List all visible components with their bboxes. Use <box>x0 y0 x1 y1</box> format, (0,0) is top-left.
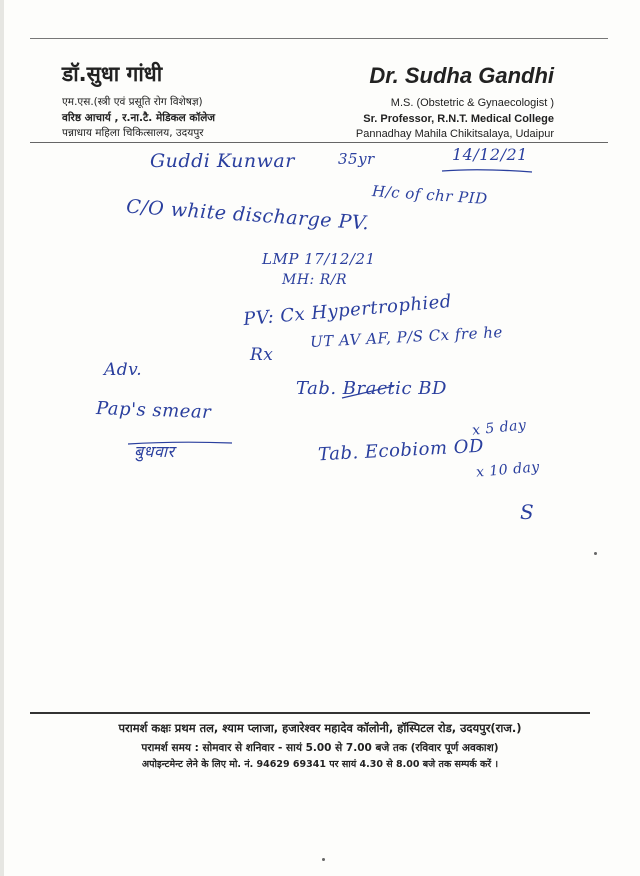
footer-rule <box>30 712 590 714</box>
chief-complaint: C/O white discharge PV. <box>125 195 370 235</box>
appointment-contact: अपोइन्टमेन्ट लेने के लिए मो. नं. 94629 69341 पर सायं 4.30 से 8.00 बजे तक सम्पर्क करें । <box>141 759 499 770</box>
patient-age: 35yr <box>338 150 375 168</box>
pv-exam-line2: UT AV AF, P/S Cx fre he <box>309 322 504 352</box>
hospital-english: Pannadhay Mahila Chikitsalaya, Udaipur <box>355 128 554 140</box>
paper-speck <box>594 552 597 555</box>
lmp-note: LMP 17/12/21 <box>262 250 376 268</box>
medicine-1-duration: x 5 day <box>471 417 528 439</box>
visit-date: 14/12/21 <box>452 145 528 164</box>
rx-symbol: Rx <box>250 345 274 365</box>
history-note: H/c of chr PID <box>371 181 489 209</box>
advice-label: Adv. <box>104 360 143 380</box>
medicine-2: Tab. Ecobiom OD <box>317 435 485 466</box>
qualification-hindi: एम.एस.(स्त्री एवं प्रसूति रोग विशेषज्ञ) <box>62 96 203 108</box>
pv-exam-line1: PV: Cx Hypertrophied <box>242 290 453 331</box>
advice-day-hindi: बुधवार <box>134 442 175 461</box>
clinic-address: परामर्श कक्षः प्रथम तल, श्याम प्लाजा, हजारेश्वर महादेव कॉलोनी, हॉस्पिटल रोड, उदयपुर(राज.) <box>118 721 522 735</box>
paps-smear-advice: Pap's smear <box>95 397 212 424</box>
medicine-1: Tab. Bractic BD <box>296 378 447 399</box>
date-underline <box>440 168 534 174</box>
designation-english: Sr. Professor, R.N.T. Medical College <box>363 113 554 125</box>
medicine-2-duration: x 10 day <box>475 459 541 481</box>
patient-name: Guddi Kunwar <box>150 150 295 172</box>
doctor-name-english: Dr. Sudha Gandhi <box>369 63 554 88</box>
strike-mark <box>338 382 398 404</box>
designation-hindi: वरिष्ठ आचार्य , र.ना.टै. मेडिकल कॉलेज <box>62 112 216 124</box>
header-rule <box>30 142 608 143</box>
top-rule <box>30 38 608 39</box>
paper-speck <box>322 858 325 861</box>
day-overline <box>126 440 236 446</box>
doctor-name-hindi: डॉ.सुधा गांधी <box>62 62 163 86</box>
hospital-hindi: पन्नाधाय महिला चिकित्सालय, उदयपुर <box>62 127 204 139</box>
consultation-hours: परामर्श समय : सोमवार से शनिवार - सायं 5.00 से 7.00 बजे तक (रविवार पूर्ण अवकाश) <box>141 742 499 754</box>
obstetric-history: MH: R/R <box>282 272 348 288</box>
doctor-signature: S <box>520 500 535 524</box>
qualification-english: M.S. (Obstetric & Gynaecologist ) <box>390 97 554 109</box>
